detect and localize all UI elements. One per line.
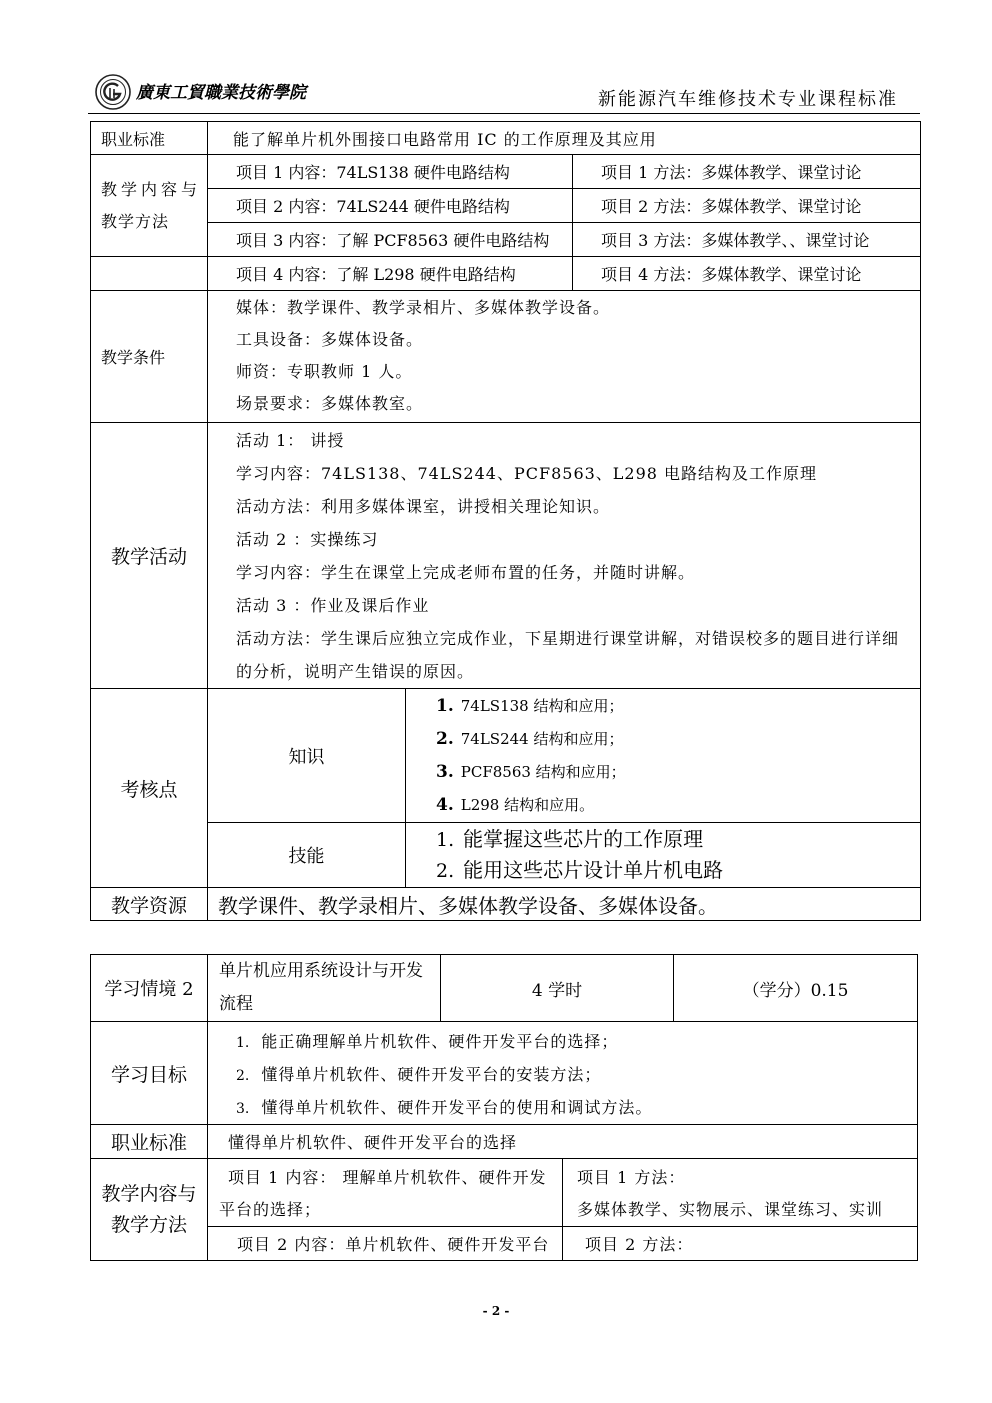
scenario-credits: （学分）0.15 [674, 955, 918, 1022]
item-text: 能掌握这些芯片的工作原理 [463, 827, 704, 851]
item-number: 1. [436, 696, 454, 716]
activities-label: 教学活动 [91, 423, 208, 689]
project-method: 项目 3 方法：多媒体教学、、课堂讨论 [573, 223, 921, 257]
scenario-label: 学习情境 2 [91, 955, 208, 1022]
item-number: 2. [236, 1068, 250, 1084]
scenario-hours: 4 学时 [441, 955, 674, 1022]
objectives-items [208, 1022, 918, 1125]
item-number: 2. [436, 729, 454, 749]
text-line: 活动方法：利用多媒体课室，讲授相关理论知识。 [236, 497, 611, 516]
text-line: 平台的选择； [219, 1200, 322, 1219]
list-item [436, 855, 920, 886]
project-method: 项目 4 方法：多媒体教学、课堂讨论 [573, 257, 921, 291]
table-row [91, 291, 921, 423]
item-text: 懂得单片机软件、硬件开发平台的安装方法； [261, 1065, 602, 1084]
project-content: 项目 3 内容：了解 PCF8563 硬件电路结构 [208, 223, 573, 257]
activities-content [208, 423, 921, 689]
header-rule [88, 113, 920, 114]
conditions-label: 教学条件 [91, 291, 208, 423]
table-row [91, 1227, 918, 1261]
table-row [91, 955, 918, 1022]
text-line: 活动 1： 讲授 [236, 431, 345, 450]
list-item [236, 1091, 917, 1124]
list-item [236, 1025, 917, 1058]
resources-label: 教学资源 [91, 888, 208, 921]
professional-standard-label: 职业标准 [91, 1125, 208, 1159]
text-line: 媒体：教学课件、教学录相片、多媒体教学设备。 [236, 298, 611, 317]
text-line: 工具设备：多媒体设备。 [236, 330, 424, 349]
list-item [436, 722, 920, 755]
text-line: 的分析，说明产生错误的原因。 [236, 662, 475, 681]
project-method [563, 1159, 918, 1227]
text-line: 多媒体教学、实物展示、课堂练习、实训 [577, 1200, 884, 1219]
skills-items [406, 823, 921, 888]
label-line: 教学方法 [101, 211, 170, 231]
scenario-title [208, 955, 441, 1022]
table-row [91, 257, 921, 291]
document-title: 新能源汽车维修技术专业课程标准 [598, 89, 898, 110]
text-line: 单片机应用系统设计与开发 [219, 961, 423, 981]
text-line: 项目 1 内容： 理解单片机软件、硬件开发 [228, 1168, 547, 1187]
assessment-label: 考核点 [91, 689, 208, 888]
resources-value: 教学课件、教学录相片、多媒体教学设备、多媒体设备。 [208, 888, 921, 921]
table-row [91, 823, 921, 888]
table-row [91, 122, 921, 155]
table-row [91, 223, 921, 257]
table-row [91, 689, 921, 823]
project-content: 项目 4 内容：了解 L298 硬件电路结构 [208, 257, 573, 291]
table-row [91, 1159, 918, 1227]
list-item [436, 755, 920, 788]
text-line: 场景要求：多媒体教室。 [236, 394, 424, 413]
content-methods-label [91, 155, 208, 257]
text-line: 活动 2 ：实操练习 [236, 530, 379, 549]
project-method: 项目 2 方法：多媒体教学、课堂讨论 [573, 189, 921, 223]
empty-cell [91, 257, 208, 291]
item-number: 3. [236, 1101, 250, 1117]
item-text: 能正确理解单片机软件、硬件开发平台的选择； [261, 1032, 619, 1051]
item-text: L298 结构和应用。 [460, 796, 595, 814]
item-number: 3. [436, 762, 454, 782]
text-line: 活动 3 ：作业及课后作业 [236, 596, 430, 615]
project-content [208, 1159, 563, 1227]
item-text: 能用这些芯片设计单片机电路 [463, 858, 724, 882]
item-number: 1. [436, 829, 455, 851]
label-line: 教学内容与 [101, 179, 202, 199]
skills-label: 技能 [208, 823, 406, 888]
label-line: 教学内容与 [101, 1182, 197, 1205]
table-row [91, 189, 921, 223]
project-method: 项目 1 方法：多媒体教学、课堂讨论 [573, 155, 921, 189]
item-text: 74LS138 结构和应用； [460, 697, 624, 715]
objectives-label: 学习目标 [91, 1022, 208, 1125]
project-content: 项目 2 内容：74LS244 硬件电路结构 [208, 189, 573, 223]
content-methods-label [91, 1159, 208, 1261]
professional-standard-value: 懂得单片机软件、硬件开发平台的选择 [208, 1125, 918, 1159]
project-content: 项目 1 内容：74LS138 硬件电路结构 [208, 155, 573, 189]
text-line: 项目 1 方法： [577, 1168, 686, 1187]
item-number: 4. [436, 795, 454, 815]
list-item [436, 689, 920, 722]
professional-standard-value: 能了解单片机外围接口电路常用 IC 的工作原理及其应用 [208, 122, 921, 155]
text-line: 师资：专职教师 1 人。 [236, 362, 413, 381]
project-method: 项目 2 方法： [563, 1227, 918, 1261]
conditions-content [208, 291, 921, 423]
professional-standard-label: 职业标准 [91, 122, 208, 155]
table-row [91, 1125, 918, 1159]
text-line: 流程 [219, 994, 253, 1014]
list-item [436, 824, 920, 855]
text-line: 活动方法：学生课后应独立完成作业，下星期进行课堂讲解，对错误校多的题目进行详细 [236, 629, 900, 648]
school-name: 廣東工貿職業技術學院 [136, 83, 306, 103]
project-content: 项目 2 内容：单片机软件、硬件开发平台 [208, 1227, 563, 1261]
label-line: 教学方法 [110, 1213, 187, 1236]
course-table-1 [90, 121, 921, 921]
table-row [91, 155, 921, 189]
text-line: 学习内容：74LS138、74LS244、PCF8563、L298 电路结构及工作原理 [236, 464, 818, 483]
table-row [91, 1022, 918, 1125]
table-row [91, 888, 921, 921]
table-row [91, 423, 921, 689]
list-item [436, 788, 920, 821]
item-text: 懂得单片机软件、硬件开发平台的使用和调试方法。 [261, 1098, 653, 1117]
item-text: 74LS244 结构和应用； [460, 730, 624, 748]
text-line: 学习内容：学生在课堂上完成老师布置的任务，并随时讲解。 [236, 563, 696, 582]
list-item [236, 1058, 917, 1091]
course-table-2 [90, 954, 918, 1261]
item-text: PCF8563 结构和应用； [460, 763, 626, 781]
item-number: 2. [436, 860, 455, 882]
page-number: - 2 - [482, 1304, 510, 1318]
item-number: 1. [236, 1035, 250, 1051]
knowledge-label: 知识 [208, 689, 406, 823]
school-logo-icon [94, 73, 132, 111]
knowledge-items [406, 689, 921, 823]
